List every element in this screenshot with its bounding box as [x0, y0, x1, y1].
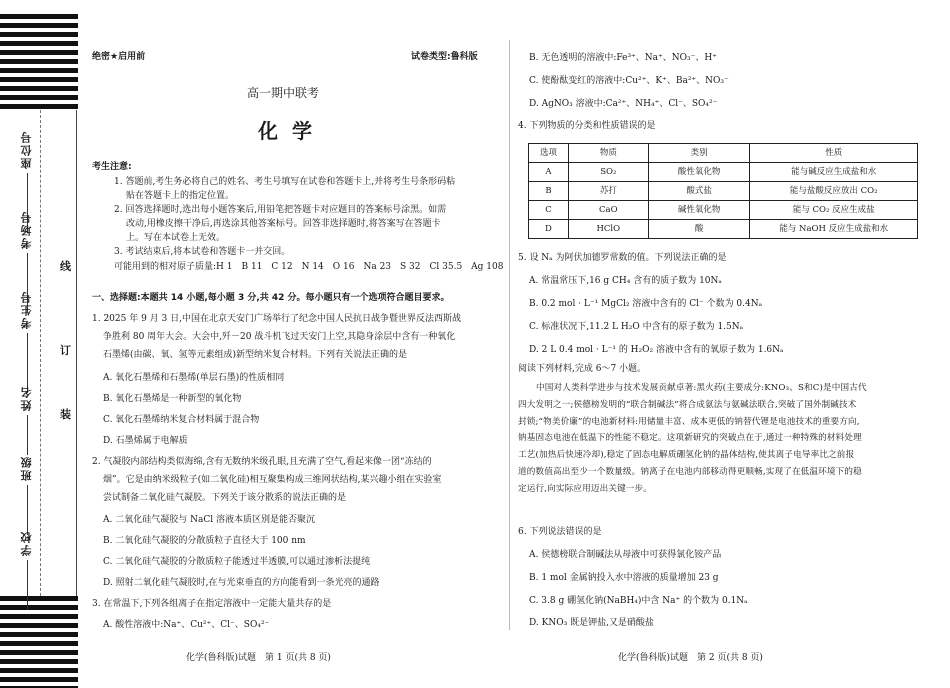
passage-line: 四大发明之一;侯德榜发明的“联合制碱法”将合成氨法与氨碱法联合,突破了国外制碱技术	[518, 399, 857, 410]
table-cell: HClO	[568, 220, 648, 239]
subject-title: 化学	[258, 119, 326, 143]
q2-option-a: A. 二氧化硅气凝胶与 NaCl 溶液本质区别是能否聚沉	[103, 515, 315, 525]
cut-mark-bind: 订	[60, 344, 71, 357]
q5-option-a: A. 常温常压下,16 g CH₄ 含有的质子数为 10Nₐ	[529, 276, 722, 286]
q6-option-d: D. KNO₃ 既是钾盐,又是硝酸盐	[529, 618, 654, 628]
notice-line: 1. 答题前,考生务必将自己的姓名、考生号填写在试卷和答题卡上,并将考生号条形码粘	[114, 177, 456, 187]
q2-option-c: C. 二氧化硅气凝胶的分散质粒子能透过半透膜,可以通过渗析法提纯	[103, 557, 371, 567]
page-footer: 化学(鲁科版)试题 第 2 页(共 8 页)	[618, 653, 763, 663]
table-cell: 碱性氧化物	[648, 201, 750, 220]
table-cell: B	[529, 182, 569, 201]
q1-option-a: A. 氧化石墨烯和石墨烯(单层石墨)的性质相同	[103, 373, 285, 383]
confidential-mark: 绝密★启用前	[92, 52, 146, 62]
table-cell: A	[529, 163, 569, 182]
passage-line: 工艺(加热后快速冷却),稳定了固态电解质硼氢化钠的晶体结构,使其离子电导率比之前报	[518, 450, 855, 460]
table-row	[529, 182, 918, 201]
reading-intro: 阅读下列材料,完成 6～7 小题。	[518, 364, 647, 374]
table-header: 选项	[529, 144, 569, 163]
section-title: 一、选择题:本题共 14 小题,每小题 3 分,共 42 分。每小题只有一个选项符合题目要求。	[92, 293, 450, 303]
table-cell: 能与盐酸反应放出 CO₂	[750, 182, 918, 201]
q5-option-c: C. 标准状况下,11.2 L H₂O 中含有的原子数为 1.5Nₐ	[529, 322, 744, 332]
q2-stem: 烟”。它是由纳米级粒子(如二氧化硅)相互聚集构成三维网状结构,某兴趣小组在实验室	[103, 475, 442, 485]
reading-passage	[518, 380, 928, 497]
q4-table	[528, 143, 918, 239]
binding-rule	[76, 110, 77, 596]
passage-line: 中国对人类科学进步与技术发展贡献卓著:黑火药(主要成分:KNO₃、S和C)是中国古代	[536, 383, 867, 393]
passage-line: 定运行,向实际应用迈出关键一步。	[518, 483, 653, 494]
q6-option-c: C. 3.8 g 硼氢化钠(NaBH₄)中含 Na⁺ 的个数为 0.1Nₐ	[529, 596, 748, 606]
q1-stem: 石墨烯(由碳、氧、氢等元素组成)新型纳米复合材料。下列有关说法正确的是	[103, 350, 408, 360]
table-cell: 酸式盐	[648, 182, 750, 201]
cut-mark-mount: 装	[60, 408, 71, 421]
notice-title: 考生注意:	[92, 162, 132, 172]
q4-stem: 4. 下列物质的分类和性质错误的是	[518, 121, 656, 131]
q2-option-d: D. 照射二氧化硅气凝胶时,在与光束垂直的方向能看到一条光亮的通路	[103, 578, 380, 588]
table-cell: 能与 CO₂ 反应生成盐	[750, 201, 918, 220]
notice-line: 改动,用橡皮擦干净后,再选涂其他答案标号。回答非选择题时,将答案写在答题卡	[126, 219, 441, 229]
q2-stem: 尝试制备二氧化硅气凝胶。下列关于该分散系的说法正确的是	[103, 493, 347, 503]
notice-line: 上。写在本试卷上无效。	[126, 233, 226, 243]
paper-type: 试卷类型:鲁科版	[411, 52, 478, 62]
exam-title: 高一期中联考	[247, 86, 320, 100]
q2-stem: 2. 气凝胶内部结构类似海绵,含有无数纳米级孔眼,且充满了空气,看起来像一团“冻结的	[92, 457, 432, 467]
binding-stripe-top	[0, 14, 78, 110]
binding-margin	[0, 0, 78, 688]
passage-line: 道的数值高出至少一个数量级。钠离子在电池内部移动得更顺畅,实现了在低温环境下的稳	[518, 466, 862, 477]
q1-option-d: D. 石墨烯属于电解质	[103, 436, 188, 446]
notice-line: 3. 考试结束后,将本试卷和答题卡一并交回。	[114, 247, 291, 257]
table-cell: C	[529, 201, 569, 220]
passage-line: 钠基固态电池在低温下的性能不稳定。这项新研究的突破点在于,通过一种特殊的材料处理	[518, 433, 862, 444]
table-cell: D	[529, 220, 569, 239]
table-header: 性质	[750, 144, 918, 163]
q3-option-d: D. AgNO₃ 溶液中:Ca²⁺、NH₄⁺、Cl⁻、SO₄²⁻	[529, 99, 718, 109]
notice-line: 贴在答题卡上的指定位置。	[126, 191, 235, 201]
table-cell: CaO	[568, 201, 648, 220]
q6-option-b: B. 1 mol 金属钠投入水中溶液的质量增加 23 g	[529, 573, 719, 583]
table-cell: 苏打	[568, 182, 648, 201]
q3-option-b: B. 无色透明的溶液中:Fe³⁺、Na⁺、NO₃⁻、H⁺	[529, 53, 718, 63]
field-candidate-number: 考生号	[12, 290, 42, 393]
table-row	[529, 201, 918, 220]
field-seat-number: 座位号	[12, 130, 42, 233]
table-cell: 酸	[648, 220, 750, 239]
q5-stem: 5. 设 Nₐ 为阿伏加德罗常数的值。下列说法正确的是	[518, 253, 727, 263]
field-school: 学校	[12, 530, 42, 610]
q6-stem: 6. 下列说法错误的是	[518, 527, 602, 537]
q6-option-a: A. 侯德榜联合制碱法从母液中可获得氯化铵产品	[529, 550, 722, 560]
field-exam-room: 考场号	[12, 210, 42, 313]
table-header: 物质	[568, 144, 648, 163]
q5-option-b: B. 0.2 mol · L⁻¹ MgCl₂ 溶液中含有的 Cl⁻ 个数为 0.4Nₐ	[529, 299, 763, 309]
q1-stem: 1. 2025 年 9 月 3 日,中国在北京天安门广场举行了纪念中国人民抗日战争暨世界反法西斯战	[92, 314, 461, 324]
page-divider	[509, 40, 510, 630]
table-header-row	[529, 144, 918, 163]
q1-option-b: B. 氧化石墨烯是一种新型的氧化物	[103, 394, 242, 404]
atomic-masses: 可能用到的相对原子质量:H 1 B 11 C 12 N 14 O 16 Na 23 S 32 Cl 35.5 Ag 108	[114, 262, 504, 272]
table-row	[529, 163, 918, 182]
q3-option-a: A. 酸性溶液中:Na⁺、Cu²⁺、Cl⁻、SO₄²⁻	[103, 620, 270, 630]
table-cell: 酸性氧化物	[648, 163, 750, 182]
field-name: 姓名	[12, 385, 42, 455]
passage-line: 封锁;“物美价廉”的电池新材料:用储量丰富、成本更低的钠替代锂是电池技术的重要方向,	[518, 416, 860, 427]
cut-mark-line: 线	[60, 260, 71, 273]
table-cell: SO₂	[568, 163, 648, 182]
table-cell: 能与 NaOH 反应生成盐和水	[750, 220, 918, 239]
q3-option-c: C. 使酚酞变红的溶液中:Cu²⁺、K⁺、Ba²⁺、NO₃⁻	[529, 76, 729, 86]
page-footer: 化学(鲁科版)试题 第 1 页(共 8 页)	[186, 653, 331, 663]
q2-option-b: B. 二氧化硅气凝胶的分散质粒子直径大于 100 nm	[103, 536, 306, 546]
table-cell: 能与碱反应生成盐和水	[750, 163, 918, 182]
table-header: 类别	[648, 144, 750, 163]
notice-line: 2. 回答选择题时,选出每小题答案后,用铅笔把答题卡对应题目的答案标号涂黑。如需	[114, 205, 447, 215]
q5-option-d: D. 2 L 0.4 mol · L⁻¹ 的 H₂O₂ 溶液中含有的氧原子数为 1.6Nₐ	[529, 345, 784, 355]
table-row	[529, 220, 918, 239]
q1-stem: 争胜利 80 周年大会。大会中,歼－20 战斗机飞过天安门上空,其隐身涂层中含有一种氧化	[103, 332, 456, 342]
field-class: 班级	[12, 455, 42, 535]
q3-stem: 3. 在常温下,下列各组离子在指定溶液中一定能大量共存的是	[92, 599, 332, 609]
q1-option-c: C. 氧化石墨烯纳米复合材料属于混合物	[103, 415, 260, 425]
